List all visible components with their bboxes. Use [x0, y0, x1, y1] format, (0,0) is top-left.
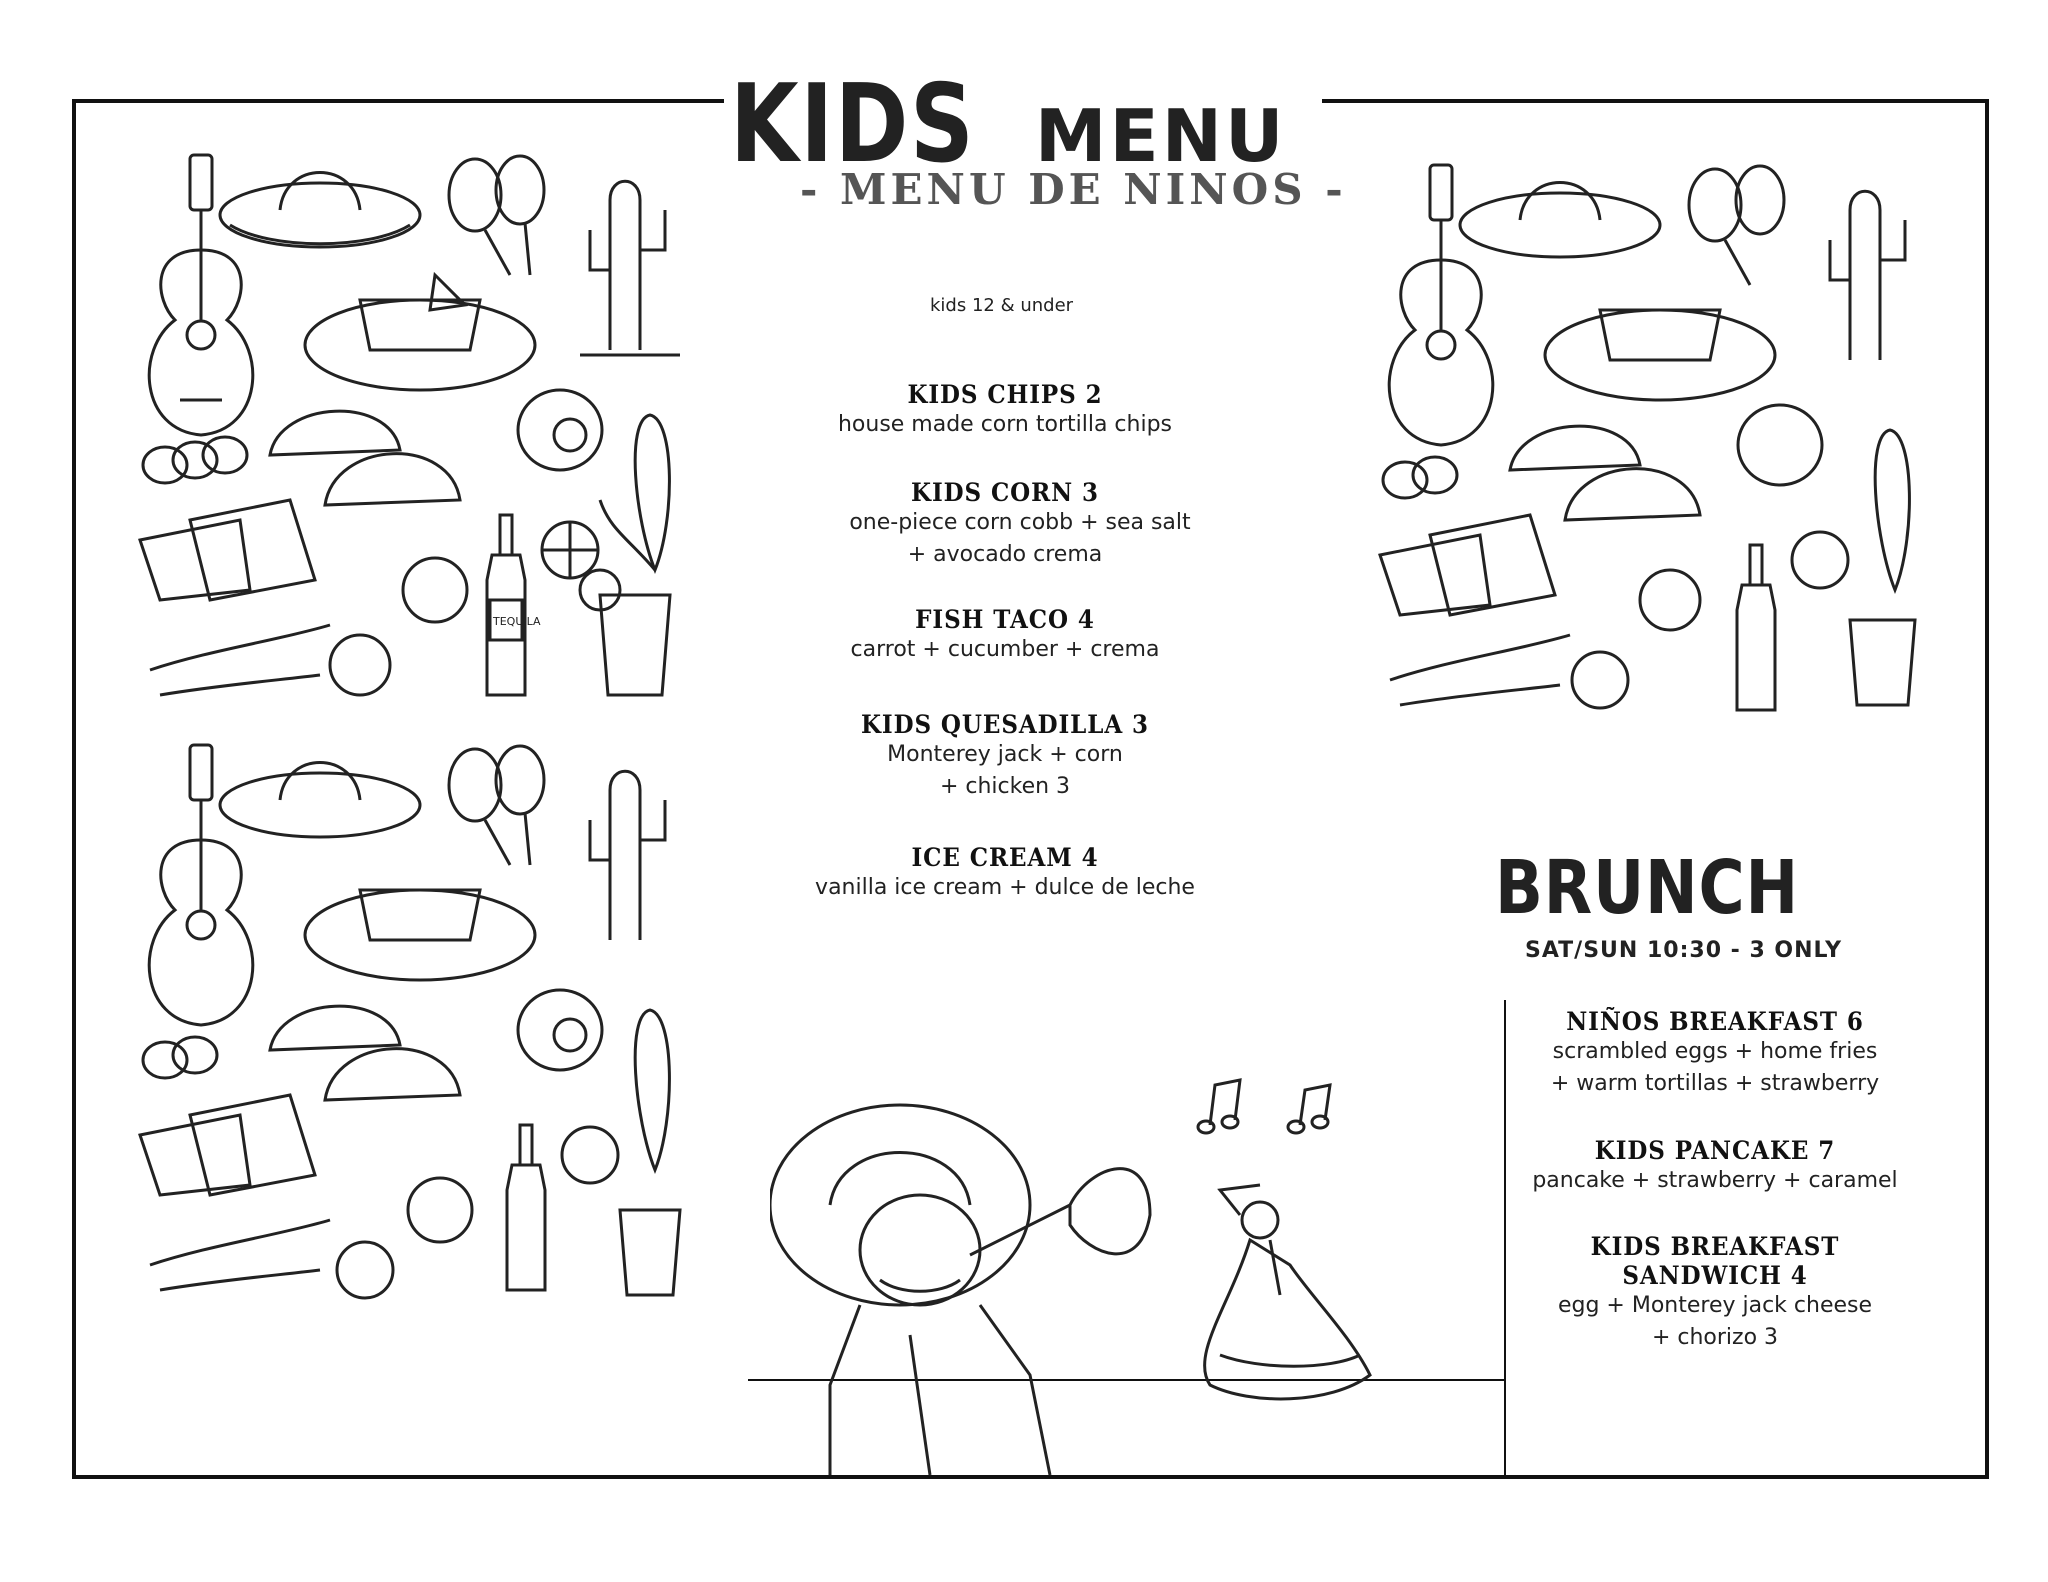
item-desc: carrot + cucumber + crema	[850, 637, 1160, 662]
corn-icon	[1875, 430, 1909, 590]
menu-item-chips	[725, 380, 1285, 441]
sombrero-icon	[1460, 183, 1660, 258]
tequila-bottle-icon	[1737, 545, 1775, 710]
tacos-icon	[270, 1006, 460, 1100]
item-name: KIDS QUESADILLA 3	[861, 710, 1149, 739]
tomato-icon	[337, 1178, 472, 1298]
mariachi-scene	[770, 1075, 1410, 1475]
drink-glass-icon	[580, 570, 670, 695]
chili-peppers-icon	[150, 1220, 330, 1290]
menu-item-ice-cream	[725, 843, 1285, 904]
item-desc: + warm tortillas + strawberry	[1550, 1071, 1880, 1096]
item-name: KIDS CORN 3	[911, 478, 1099, 507]
drink-glass-icon	[620, 1210, 680, 1295]
nachos-bowl-icon	[305, 890, 535, 980]
brunch-item-breakfast-sandwich	[1475, 1232, 1955, 1354]
item-desc: + avocado crema	[907, 542, 1103, 567]
tomato-icon	[1572, 570, 1700, 708]
item-desc: vanilla ice cream + dulce de leche	[815, 875, 1195, 900]
doodle-panel-top-left	[130, 150, 710, 710]
nachos-bowl-icon	[1545, 310, 1775, 400]
item-desc: + chorizo 3	[1651, 1325, 1779, 1350]
tequila-bottle-icon	[487, 515, 525, 695]
chili-peppers-icon	[150, 625, 330, 695]
item-name: FISH TACO 4	[915, 605, 1095, 634]
tomato-icon	[330, 558, 467, 695]
dancer-icon	[1205, 1185, 1370, 1399]
burritos-icon	[140, 500, 315, 600]
avocado-icon	[518, 990, 602, 1070]
corn-icon	[600, 415, 669, 570]
brunch-title: BRUNCH	[1495, 845, 1800, 931]
item-name: NIÑOS BREAKFAST 6	[1566, 1007, 1864, 1036]
item-desc: + chicken 3	[939, 774, 1071, 799]
lime-slice-icon	[1792, 532, 1848, 588]
maracas-icon	[449, 156, 544, 275]
title-kids: KIDS	[730, 62, 976, 187]
item-name: KIDS CHIPS 2	[907, 380, 1103, 409]
doodle-panel-bottom-left	[130, 740, 710, 1300]
tacos-icon	[1510, 426, 1700, 520]
cactus-icon	[590, 771, 665, 940]
brunch-hours: SAT/SUN 10:30 - 3 ONLY	[1525, 938, 1843, 963]
item-desc: egg + Monterey jack cheese	[1557, 1293, 1873, 1318]
onion-slices-icon	[143, 1037, 217, 1078]
menu-item-quesadilla	[725, 710, 1285, 803]
item-desc: one-piece corn cobb + sea salt	[849, 510, 1191, 535]
cactus-icon	[580, 181, 680, 355]
brunch-item-pancake	[1475, 1136, 1955, 1197]
burritos-icon	[140, 1095, 315, 1195]
drink-glass-icon	[1850, 620, 1915, 705]
brunch-item-ninos-breakfast	[1475, 1007, 1955, 1100]
sombrero-icon	[220, 763, 420, 838]
corn-icon	[635, 1010, 669, 1170]
mariachi-icon	[770, 1105, 1050, 1475]
onion-slices-icon	[1383, 457, 1457, 498]
frame-top-right	[1322, 99, 1989, 103]
menu-item-corn	[725, 478, 1285, 571]
item-desc: scrambled eggs + home fries	[1552, 1039, 1878, 1064]
menu-item-fish-taco	[725, 605, 1285, 666]
frame-bottom	[72, 1475, 1989, 1479]
trumpet-icon	[970, 1169, 1150, 1255]
sombrero-icon	[220, 173, 420, 248]
doodle-panel-top-right	[1350, 160, 1970, 720]
page-subtitle: - MENU DE NINOS -	[800, 165, 1347, 214]
cactus-icon	[1830, 191, 1905, 360]
item-desc: Monterey jack + corn	[887, 742, 1123, 767]
avocado-icon	[1738, 405, 1822, 485]
age-note: kids 12 & under	[930, 295, 1074, 316]
lime-slice-icon	[542, 522, 598, 578]
item-name: KIDS BREAKFAST	[1590, 1232, 1840, 1261]
nachos-bowl-icon	[305, 275, 535, 390]
maracas-icon	[1689, 166, 1784, 285]
tacos-icon	[270, 411, 460, 505]
item-name: SANDWICH 4	[1622, 1261, 1808, 1290]
title-menu: MENU	[1034, 94, 1287, 178]
onion-slices-icon	[143, 437, 247, 483]
avocado-icon	[518, 390, 602, 470]
item-name: KIDS PANCAKE 7	[1594, 1136, 1836, 1165]
frame-right	[1985, 99, 1989, 1479]
item-name: ICE CREAM 4	[911, 843, 1099, 872]
tequila-label: TEQUILA	[493, 615, 541, 628]
chili-peppers-icon	[1390, 635, 1570, 705]
music-notes-icon	[1198, 1080, 1330, 1133]
frame-left	[72, 99, 76, 1479]
item-desc: pancake + strawberry + caramel	[1532, 1168, 1898, 1193]
item-desc: house made corn tortilla chips	[837, 412, 1173, 437]
tequila-bottle-icon	[507, 1125, 545, 1290]
burritos-icon	[1380, 515, 1555, 615]
lime-slice-icon	[562, 1127, 618, 1183]
maracas-icon	[449, 746, 544, 865]
frame-top-left	[72, 99, 724, 103]
